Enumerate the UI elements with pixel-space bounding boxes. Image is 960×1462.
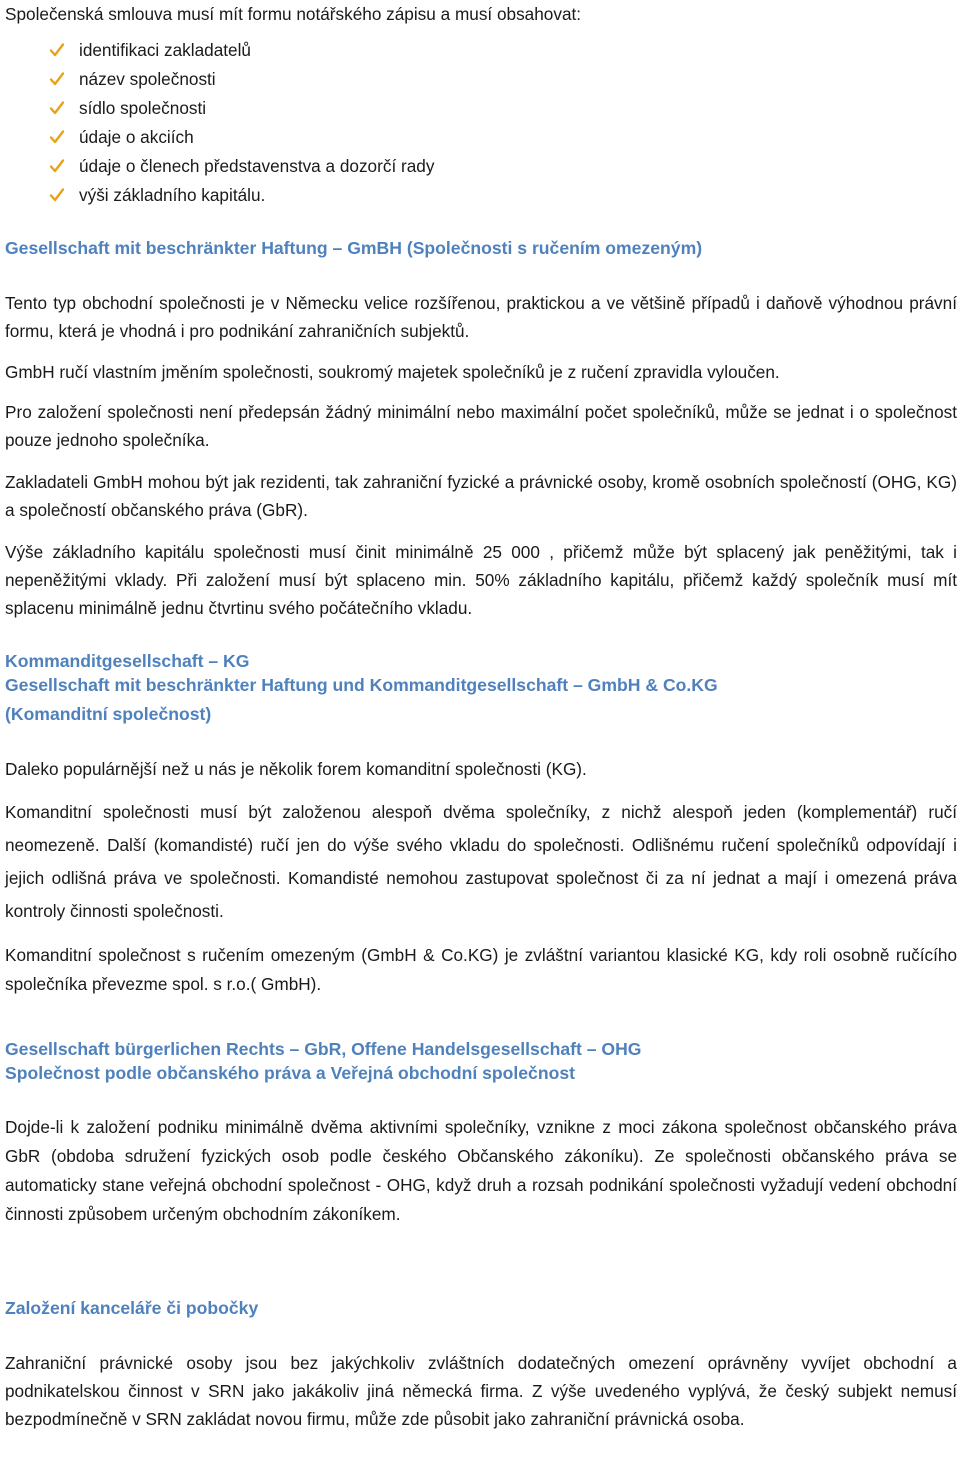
check-icon: [49, 100, 77, 116]
list-item-label: údaje o akciích: [79, 126, 194, 147]
paragraph: Pro založení společnosti není předepsán žádný minimální nebo maximální počet společníků, může se jednat i o společnost pouze jednoho společníka.: [5, 402, 957, 450]
requirements-checklist: [5, 35, 434, 209]
list-item: [5, 122, 434, 151]
paragraph: Zahraniční právnické osoby jsou bez jakýchkoliv zvláštních dodatečných omezení oprávněny vyvíjet obchodní a podnikatelskou činnost v SRN jako jakákoliv jiná německá firma. Z výše uvedeného vyplývá, že český subjekt nemusí bezpodmínečně v SRN zakládat novou firmu, může zde působit jako zahraniční právnická osoba.: [5, 1353, 957, 1429]
list-item: [5, 93, 434, 122]
section-heading-kg: Kommanditgesellschaft – KG: [5, 651, 250, 671]
paragraph: GmbH ručí vlastním jměním společnosti, soukromý majetek společníků je z ručení zpravidla vyloučen.: [5, 362, 780, 382]
section-heading-branch: Založení kanceláře či pobočky: [5, 1298, 259, 1318]
paragraph: Tento typ obchodní společnosti je v Německu velice rozšířenou, praktickou a ve většině případů i daňově výhodnou právní formu, která je vhodná i pro podnikání zahraničních subjektů.: [5, 293, 957, 341]
section-heading-gmbh: Gesellschaft mit beschränkter Haftung – GmBH (Společnosti s ručením omezeným): [5, 238, 703, 258]
paragraph: Zakladateli GmbH mohou být jak rezidenti, tak zahraniční fyzické a právnické osoby, kromě osobních společností (OHG, KG) a společností občanského práva (GbR).: [5, 472, 957, 520]
list-item-label: výši základního kapitálu.: [79, 184, 266, 205]
paragraph: Výše základního kapitálu společnosti musí činit minimálně 25 000 , přičemž může být splacený jak peněžitými, tak i nepeněžitými vklady. Při založení musí být splaceno min. 50% základního kapitálu, přičemž každý společník musí mít splacenu minimálně jednu čtvrtinu svého počátečního vkladu.: [5, 542, 957, 618]
check-icon: [49, 158, 77, 174]
check-icon: [49, 187, 77, 203]
check-icon: [49, 42, 77, 58]
section-subheading-kg: Gesellschaft mit beschränkter Haftung und Kommanditgesellschaft – GmbH & Co.KG: [5, 675, 718, 695]
paragraph: Komanditní společnost s ručením omezeným (GmbH & Co.KG) je zvláštní variantou klasické KG, kdy roli osobně ručícího společníka převezme spol. s r.o.( GmbH).: [5, 945, 957, 994]
intro-text: Společenská smlouva musí mít formu notářského zápisu a musí obsahovat:: [5, 4, 582, 24]
list-item-label: identifikaci zakladatelů: [79, 39, 251, 60]
section-subheading-gbr: Společnost podle občanského práva a Veřejná obchodní společnost: [5, 1063, 575, 1083]
list-item: [5, 64, 434, 93]
check-icon: [49, 71, 77, 87]
paragraph: Dojde-li k založení podniku minimálně dvěma aktivními společníky, vznikne z moci zákona společnost občanského práva GbR (obdoba sdružení fyzických osob podle českého Občanského zákoníku). Ze společnosti občanského práva se automaticky stane veřejná obchodní společnost - OHG, když druh a rozsah podnikání společnosti vyžadují vedení obchodní činnosti způsobem určeným obchodním zákoníkem.: [5, 1117, 957, 1224]
list-item-label: údaje o členech představenstva a dozorčí rady: [79, 155, 435, 176]
list-item: [5, 151, 434, 180]
section-heading-gbr: Gesellschaft bürgerlichen Rechts – GbR, Offene Handelsgesellschaft – OHG: [5, 1039, 642, 1059]
list-item-label: název společnosti: [79, 68, 216, 89]
check-icon: [49, 129, 77, 145]
paragraph: Daleko populárnější než u nás je několik forem komanditní společnosti (KG).: [5, 759, 587, 779]
list-item-label: sídlo společnosti: [79, 97, 207, 118]
list-item: [5, 180, 434, 209]
list-item: [5, 35, 434, 64]
section-subheading-kg-cz: (Komanditní společnost): [5, 704, 212, 724]
paragraph: Komanditní společnosti musí být založenou alespoň dvěma společníky, z nichž alespoň jeden (komplementář) ručí neomezeně. Další (komandisté) ručí jen do výše svého vkladu do společnosti. Odlišnému ručení společníků odpovídají i jejich odlišná práva ve společnosti. Komandisté nemohou zastupovat společnost či za ní jednat a mají i omezená práva kontroly činnosti společnosti.: [5, 802, 957, 921]
